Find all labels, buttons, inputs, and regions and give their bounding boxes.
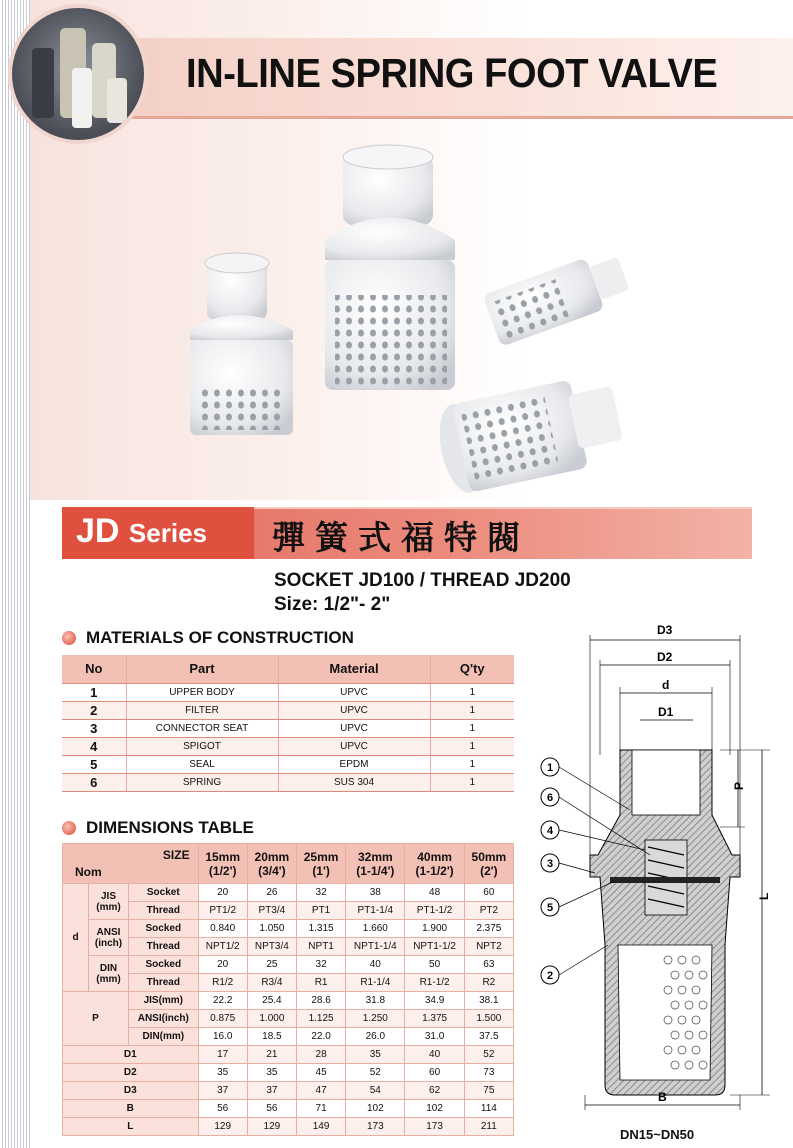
title-underline — [130, 116, 793, 119]
dimension-value: 35 — [198, 1064, 247, 1082]
size-nom-header — [63, 844, 199, 884]
dimension-value: 173 — [346, 1118, 405, 1136]
callout-1: 1 — [546, 762, 554, 774]
size-range: Size: 1/2"- 2" — [274, 594, 391, 615]
dimension-value: 102 — [405, 1100, 464, 1118]
size-metric: 32mm — [357, 849, 393, 864]
connection-type: Thread — [129, 902, 199, 920]
dimension-value: 73 — [464, 1064, 513, 1082]
dimension-label: D2 — [63, 1064, 199, 1082]
dimension-value: 63 — [464, 956, 513, 974]
standard-name: ANSI — [96, 926, 121, 938]
p-standard: ANSI(inch) — [129, 1010, 199, 1028]
dimension-value: NPT1 — [296, 938, 345, 956]
callout-3: 3 — [546, 858, 554, 870]
cell-part: SEAL — [126, 755, 278, 773]
size-column-header — [346, 844, 405, 884]
dimensions-row — [63, 974, 514, 992]
dimension-value: 38.1 — [464, 992, 513, 1010]
materials-row — [62, 755, 514, 773]
callout-4: 4 — [546, 825, 554, 837]
standard-label — [89, 920, 129, 956]
model-numbers: SOCKET JD100 / THREAD JD200 — [274, 570, 571, 591]
cell-material: SUS 304 — [278, 773, 430, 791]
dimensions-row — [63, 902, 514, 920]
decorative-stripes — [0, 0, 30, 1148]
dimension-value: 149 — [296, 1118, 345, 1136]
label-d2: D2 — [657, 650, 673, 664]
dimension-value: PT1-1/2 — [405, 902, 464, 920]
dimensions-header-row — [63, 844, 514, 884]
dimension-value: 32 — [296, 884, 345, 902]
dimension-value: 21 — [247, 1046, 296, 1064]
series-word: Series — [128, 518, 207, 548]
cell-no: 6 — [62, 773, 126, 791]
connection-type: Socked — [129, 956, 199, 974]
dimension-value: 22.0 — [296, 1028, 345, 1046]
dimension-value: 26 — [247, 884, 296, 902]
col-part: Part — [126, 655, 278, 683]
dimension-value: 31.8 — [346, 992, 405, 1010]
dimension-value: 28 — [296, 1046, 345, 1064]
col-no: No — [62, 655, 126, 683]
label-d1: D1 — [658, 705, 674, 719]
dimension-value: NPT2 — [464, 938, 513, 956]
dimensions-heading-text: DIMENSIONS TABLE — [86, 818, 254, 837]
dimension-label: D1 — [63, 1046, 199, 1064]
dimension-value: NPT1-1/2 — [405, 938, 464, 956]
dimensions-row — [63, 1046, 514, 1064]
page-title: IN-LINE SPRING FOOT VALVE — [186, 50, 718, 96]
dimension-value: 2.375 — [464, 920, 513, 938]
dimension-value: 40 — [346, 956, 405, 974]
materials-table — [62, 655, 514, 792]
size-column-header — [464, 844, 513, 884]
dimensions-row — [63, 1118, 514, 1136]
bullet-icon — [62, 631, 76, 645]
dimension-value: PT2 — [464, 902, 513, 920]
dimension-value: 173 — [405, 1118, 464, 1136]
size-metric: 50mm — [471, 849, 507, 864]
connection-type: Socked — [129, 920, 199, 938]
dimension-value: 0.875 — [198, 1010, 247, 1028]
dimension-value: 1.375 — [405, 1010, 464, 1028]
materials-heading — [62, 628, 354, 648]
materials-row — [62, 773, 514, 791]
dimension-value: 1.050 — [247, 920, 296, 938]
dimension-value: 102 — [346, 1100, 405, 1118]
dimension-label: L — [63, 1118, 199, 1136]
connection-type: Thread — [129, 974, 199, 992]
dimension-value: PT3/4 — [247, 902, 296, 920]
dimension-value: 52 — [464, 1046, 513, 1064]
dimension-value: NPT3/4 — [247, 938, 296, 956]
cell-material: UPVC — [278, 737, 430, 755]
dimensions-row — [63, 884, 514, 902]
dimension-value: 114 — [464, 1100, 513, 1118]
cell-qty: 1 — [430, 737, 514, 755]
size-metric: 40mm — [417, 849, 452, 864]
size-inch: (1/2') — [208, 863, 237, 878]
cell-material: UPVC — [278, 719, 430, 737]
materials-header-row — [62, 655, 514, 683]
standard-name: JIS — [100, 890, 116, 902]
cell-material: UPVC — [278, 701, 430, 719]
dimension-value: 17 — [198, 1046, 247, 1064]
dimension-value: 34.9 — [405, 992, 464, 1010]
dimension-value: 35 — [346, 1046, 405, 1064]
dimension-label: B — [63, 1100, 199, 1118]
dimension-value: 1.660 — [346, 920, 405, 938]
callout-6: 6 — [546, 792, 554, 804]
size-metric: 15mm — [205, 849, 241, 864]
dimension-value: 56 — [198, 1100, 247, 1118]
dimension-value: 1.500 — [464, 1010, 513, 1028]
dimension-value: 1.000 — [247, 1010, 296, 1028]
dimension-value: 54 — [346, 1082, 405, 1100]
callout-2: 2 — [546, 970, 554, 982]
series-chinese-name: 彈簧式福特閥 — [272, 518, 530, 557]
connection-type: Socket — [129, 884, 199, 902]
cell-no: 5 — [62, 755, 126, 773]
dimension-value: R1/2 — [198, 974, 247, 992]
standard-unit: (mm) — [96, 973, 121, 985]
dimension-value: 129 — [198, 1118, 247, 1136]
size-column-header — [405, 844, 464, 884]
dimension-value: R2 — [464, 974, 513, 992]
dimension-value: 28.6 — [296, 992, 345, 1010]
dimension-value: 47 — [296, 1082, 345, 1100]
dimension-value: 20 — [198, 884, 247, 902]
cell-material: EPDM — [278, 755, 430, 773]
connection-type: Thread — [129, 938, 199, 956]
standard-unit: (mm) — [96, 901, 121, 913]
cell-part: CONNECTOR SEAT — [126, 719, 278, 737]
dimension-value: 25 — [247, 956, 296, 974]
size-column-header — [296, 844, 345, 884]
dimension-value: 62 — [405, 1082, 464, 1100]
size-column-header — [198, 844, 247, 884]
dimension-value: 22.2 — [198, 992, 247, 1010]
cell-no: 2 — [62, 701, 126, 719]
product-photo — [175, 135, 635, 505]
series-code-text: JD — [76, 512, 120, 550]
dimension-value: 129 — [247, 1118, 296, 1136]
label-b: B — [658, 1090, 667, 1104]
nom-label: Nom — [75, 865, 102, 879]
size-inch: (1-1/2') — [415, 863, 454, 878]
dimensions-row — [63, 938, 514, 956]
label-p: P — [732, 781, 746, 790]
dimension-value: 26.0 — [346, 1028, 405, 1046]
dimension-value: 25.4 — [247, 992, 296, 1010]
dimension-value: R1-1/4 — [346, 974, 405, 992]
p-standard: JIS(mm) — [129, 992, 199, 1010]
cell-part: UPPER BODY — [126, 683, 278, 701]
dimension-value: PT1-1/4 — [346, 902, 405, 920]
dimension-value: 45 — [296, 1064, 345, 1082]
dimension-value: 35 — [247, 1064, 296, 1082]
size-inch: (3/4') — [258, 863, 286, 878]
dimension-value: 52 — [346, 1064, 405, 1082]
product-thumbnail-circle — [8, 4, 148, 144]
dimension-value: 38 — [346, 884, 405, 902]
dimension-value: 60 — [464, 884, 513, 902]
standard-unit: (inch) — [94, 937, 123, 949]
dimension-value: R3/4 — [247, 974, 296, 992]
dimensions-row — [63, 1100, 514, 1118]
dimension-value: 37 — [247, 1082, 296, 1100]
cell-no: 3 — [62, 719, 126, 737]
dimension-value: 211 — [464, 1118, 513, 1136]
valve-cross-section-drawing — [530, 615, 793, 1148]
dimension-value: 20 — [198, 956, 247, 974]
size-label: SIZE — [162, 848, 190, 862]
dimension-value: 60 — [405, 1064, 464, 1082]
dimensions-table — [62, 843, 514, 1136]
dimension-value: 1.125 — [296, 1010, 345, 1028]
size-metric: 20mm — [254, 849, 290, 864]
dimension-value: PT1 — [296, 902, 345, 920]
cell-qty: 1 — [430, 701, 514, 719]
cell-qty: 1 — [430, 755, 514, 773]
materials-row — [62, 701, 514, 719]
series-code — [76, 512, 207, 551]
dimensions-heading — [62, 818, 254, 838]
dimension-value: 1.900 — [405, 920, 464, 938]
label-d3: D3 — [657, 623, 673, 637]
callout-5: 5 — [546, 902, 554, 914]
dimension-value: 71 — [296, 1100, 345, 1118]
size-column-header — [247, 844, 296, 884]
cell-no: 1 — [62, 683, 126, 701]
dimensions-row — [63, 992, 514, 1010]
dimension-value: 50 — [405, 956, 464, 974]
dimension-value: 48 — [405, 884, 464, 902]
cell-part: SPIGOT — [126, 737, 278, 755]
dimension-value: 16.0 — [198, 1028, 247, 1046]
d-group-label: d — [63, 884, 89, 992]
dimension-value: 1.250 — [346, 1010, 405, 1028]
cell-qty: 1 — [430, 719, 514, 737]
dimension-value: 37 — [198, 1082, 247, 1100]
dimensions-row — [63, 956, 514, 974]
dimension-value: 37.5 — [464, 1028, 513, 1046]
dimensions-row — [63, 1010, 514, 1028]
dimension-value: PT1/2 — [198, 902, 247, 920]
col-material: Material — [278, 655, 430, 683]
materials-row — [62, 719, 514, 737]
dimension-value: R1 — [296, 974, 345, 992]
dimension-value: 75 — [464, 1082, 513, 1100]
cell-material: UPVC — [278, 683, 430, 701]
dimension-value: 56 — [247, 1100, 296, 1118]
dimensions-row — [63, 1082, 514, 1100]
size-inch: (1-1/4') — [356, 863, 395, 878]
drawing-caption: DN15~DN50 — [620, 1127, 695, 1142]
dimension-label: D3 — [63, 1082, 199, 1100]
col-qty: Q'ty — [430, 655, 514, 683]
dimension-value: 0.840 — [198, 920, 247, 938]
cell-qty: 1 — [430, 773, 514, 791]
label-d: d — [662, 678, 670, 692]
dimension-value: 1.315 — [296, 920, 345, 938]
cell-part: FILTER — [126, 701, 278, 719]
materials-row — [62, 683, 514, 701]
standard-label — [89, 956, 129, 992]
dimension-value: 40 — [405, 1046, 464, 1064]
cell-part: SPRING — [126, 773, 278, 791]
dimension-value: 32 — [296, 956, 345, 974]
bullet-icon — [62, 821, 76, 835]
size-inch: (2') — [480, 863, 498, 878]
materials-row — [62, 737, 514, 755]
size-inch: (1') — [312, 863, 330, 878]
dimension-value: NPT1-1/4 — [346, 938, 405, 956]
dimension-value: 18.5 — [247, 1028, 296, 1046]
cell-no: 4 — [62, 737, 126, 755]
dimension-value: NPT1/2 — [198, 938, 247, 956]
dimensions-row — [63, 920, 514, 938]
standard-name: DIN — [99, 962, 118, 974]
dimensions-row — [63, 1064, 514, 1082]
p-group-label: P — [63, 992, 129, 1046]
size-metric: 25mm — [303, 849, 339, 864]
p-standard: DIN(mm) — [129, 1028, 199, 1046]
dimension-value: R1-1/2 — [405, 974, 464, 992]
dimensions-row — [63, 1028, 514, 1046]
standard-label — [89, 884, 129, 920]
dimension-value: 31.0 — [405, 1028, 464, 1046]
cell-qty: 1 — [430, 683, 514, 701]
materials-heading-text: MATERIALS OF CONSTRUCTION — [86, 628, 354, 647]
label-l: L — [757, 892, 771, 900]
